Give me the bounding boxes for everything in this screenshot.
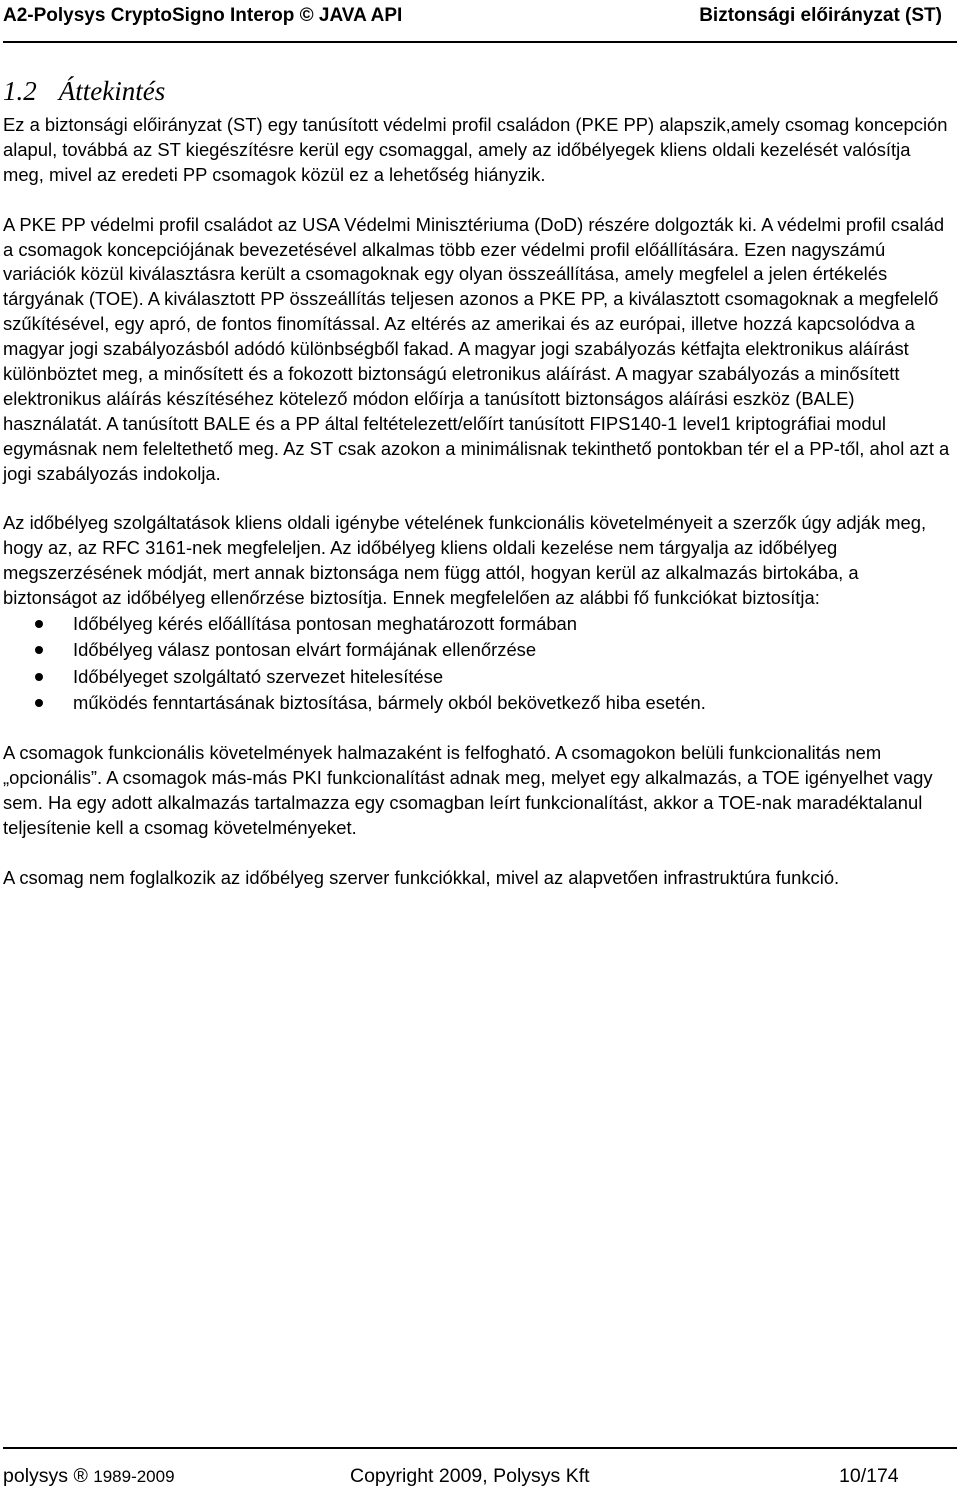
footer-company <box>3 1464 175 1489</box>
body-content <box>3 113 955 915</box>
bullet-icon <box>35 620 43 628</box>
section-number: 1.2 <box>3 76 37 106</box>
bullet-icon <box>35 646 43 654</box>
footer-rule <box>3 1447 957 1449</box>
section-title: Áttekintés <box>58 76 166 106</box>
list-item-text: Időbélyeg kérés előállítása pontosan meghatározott formában <box>73 613 578 635</box>
list-item <box>3 637 955 663</box>
function-list <box>3 611 955 716</box>
header-rule <box>3 41 957 43</box>
paragraph-timestamp: Az időbélyeg szolgáltatások kliens oldali igénybe vételének funkcionális követelményeit a szerzők úgy adják meg, hogy az, az RFC 3161-nek megfeleljen. Az időbélyeg kliens oldali kezelése nem tárgyalja az időbélyeg megszerzésének módját, mert annak biztonsága nem függ attól, hogyan kerül az alkalmazás birtokába, a biztonságot az időbélyeg ellenőrzése biztosítja. Ennek megfelelően az alábbi fő funkciókat biztosítja: <box>3 512 927 609</box>
list-item <box>3 664 955 690</box>
registered-mark: ® <box>73 1465 88 1487</box>
company-name: polysys <box>3 1465 69 1487</box>
header-document-title: A2-Polysys CryptoSigno Interop © JAVA API <box>3 5 403 26</box>
paragraph-intro: Ez a biztonsági előirányzat (ST) egy tanúsított védelmi profil családon (PKE PP) alapszik,amely csomag koncepción alapul, továbbá az ST kiegészítésre kerül egy csomaggal, amely az időbélyegek kliens oldali kezelését valósítja meg, mivel az eredeti PP csomagok közül ez a lehetőség hiányzik. <box>3 114 948 185</box>
list-item <box>3 611 955 637</box>
page-footer <box>3 1464 957 1490</box>
paragraph-packages: A csomagok funkcionális követelmények halmazaként is felfogható. A csomagokon belüli funkcionalitás nem „opcionális”. A csomagok más-más PKI funkcionalítást adnak meg, melyet egy alkalmazás, a TOE igényelhet vagy sem. Ha egy adott alkalmazás tartalmazza egy csomagban leírt funkcionalítást, akkor a TOE-nak maradéktalanul teljesítenie kell a csomag követelményeket. <box>3 742 933 838</box>
list-item-text: Időbélyeget szolgáltató szervezet hitelesítése <box>73 665 444 687</box>
page-header <box>3 3 957 39</box>
page-number: 10/174 <box>839 1465 899 1487</box>
footer-years: 1989-2009 <box>93 1467 175 1486</box>
header-section-title: Biztonsági előirányzat (ST) <box>699 5 942 26</box>
paragraph-server: A csomag nem foglalkozik az időbélyeg szerver funkciókkal, mivel az alapvetően infrastruktúra funkció. <box>3 866 840 888</box>
list-item-text: Időbélyeg válasz pontosan elvárt formájának ellenőrzése <box>73 639 537 661</box>
list-item <box>3 690 955 716</box>
footer-copyright: Copyright 2009, Polysys Kft <box>350 1465 590 1487</box>
paragraph-pke-pp: A PKE PP védelmi profil családot az USA Védelmi Minisztériuma (DoD) részére dolgozták ki. A védelmi profil család a csomagok koncepciójának bevezetésével alkalmas több ezer védelmi profil előállítására. Ezen nagyszámú variációk közül kiválasztásra került a csomagoknak egy olyan összeállítása, amely megfelel a jelen értékelés tárgyának (TOE). A kiválasztott PP összeállítás teljesen azonos a PKE PP, a kiválasztott csomagoknak a megfelelő szűkítésével, egy apró, de fontos finomítással. Az eltérés az amerikai és az európai, illetve hozzá kapcsolódva a magyar jogi szabályozásból adódó különbségből fakad. A magyar jogi szabályozás kétfajta elektronikus aláírást különböztet meg, a minősített és a fokozott biztonságú eletronikus aláírást. A magyar szabályozás a minősített elektronikus aláírás készítéséhez kötelező módon előírja a tanúsított biztonságos aláírási eszköz (BALE) használatát. A tanúsított BALE és a PP által feltételezett/előírt tanúsított FIPS140-1 level1 kriptográfiai modul egymásnak nem feleltethető meg. Az ST csak azokon a minimálisnak tekinthető pontokban tér el a PP-től, ahol azt a jogi szabályozás indokolja. <box>3 213 950 484</box>
list-item-text: működés fenntartásának biztosítása, bármely okból bekövetkező hiba esetén. <box>73 691 706 713</box>
section-heading <box>3 74 165 108</box>
bullet-icon <box>35 699 43 707</box>
bullet-icon <box>35 673 43 681</box>
